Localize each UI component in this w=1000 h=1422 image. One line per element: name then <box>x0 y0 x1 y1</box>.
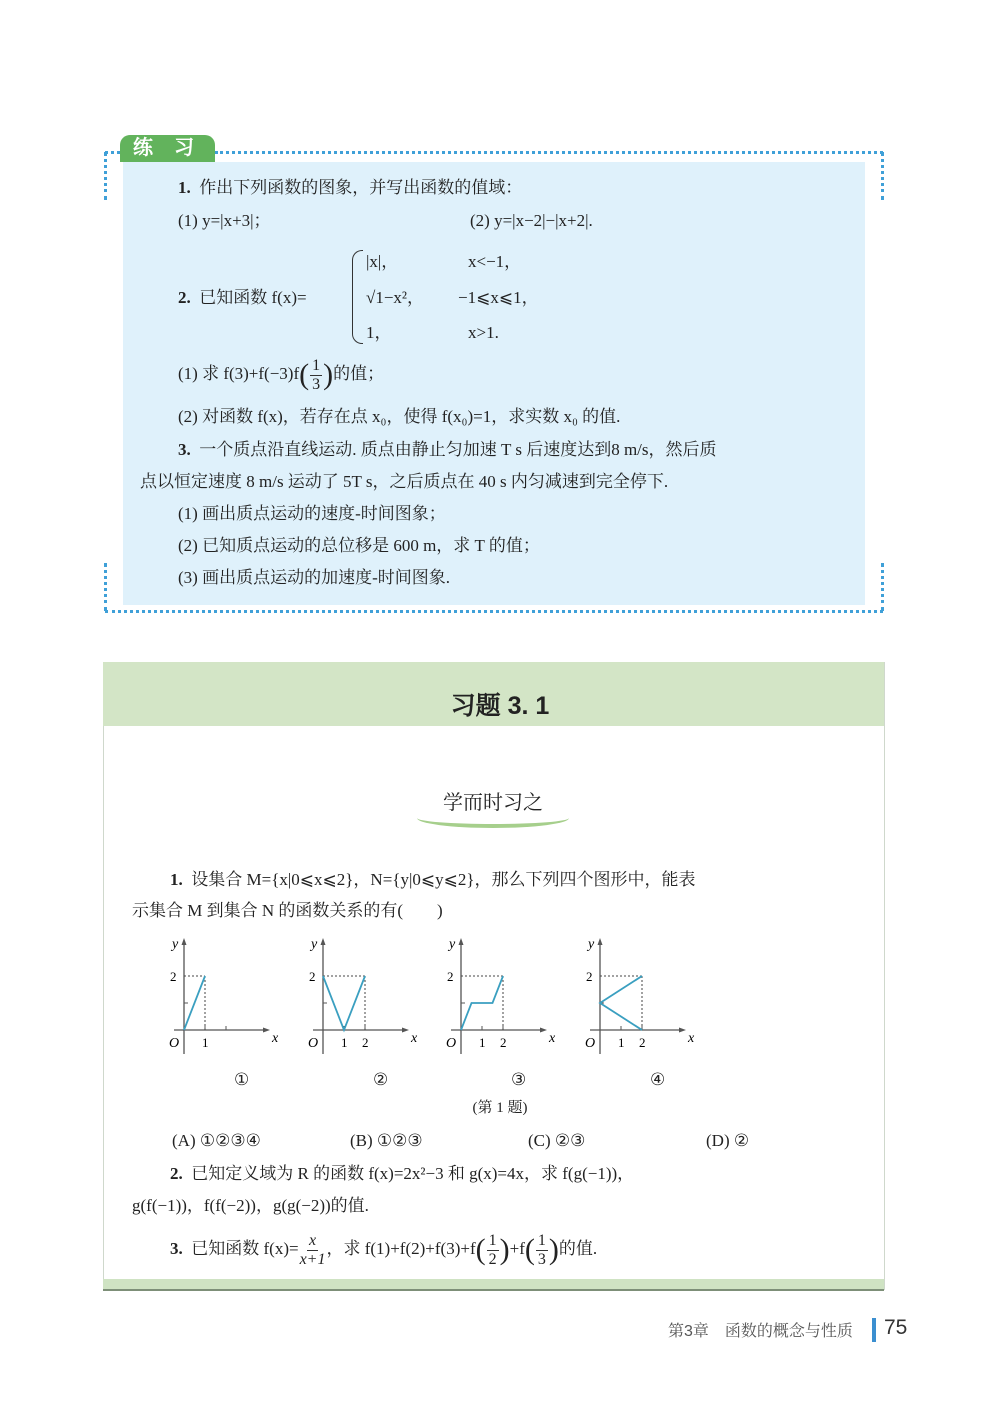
graph-label: ② <box>373 1070 389 1089</box>
origin-label: O <box>446 1036 457 1051</box>
numerator: 1 <box>488 1231 497 1249</box>
y-axis-arrow <box>598 938 603 945</box>
graph-label: ③ <box>511 1070 527 1089</box>
practice-q3-line2: 点以恒定速度 8 m/s 运动了 5T s，之后质点在 40 s 内匀减速到完全停下. <box>140 472 669 491</box>
practice-border-left-bottom <box>104 563 107 611</box>
q-number: 2. <box>178 288 191 307</box>
x-axis-arrow <box>679 1028 686 1033</box>
piecewise-brace <box>352 250 363 344</box>
y-tick-label: 2 <box>447 969 454 984</box>
x-axis-label: x <box>688 1031 695 1046</box>
graph-2 <box>293 936 433 1054</box>
origin-label: O <box>169 1036 180 1051</box>
y-axis-label: y <box>172 937 179 952</box>
page-number: 75 <box>884 1316 908 1339</box>
practice-border-right-top <box>881 152 884 200</box>
graph-1 <box>154 936 294 1054</box>
case-cond: x>1. <box>468 323 499 342</box>
practice-border-left-top <box>104 152 107 200</box>
x-axis-arrow <box>402 1028 409 1033</box>
option-a: (A) ①②③④ <box>172 1131 261 1150</box>
text-segment: (1) 求 f(3)+f(−3)f <box>178 364 300 383</box>
denominator: 3 <box>312 375 321 393</box>
x-axis-label: x <box>549 1031 556 1046</box>
practice-q1 <box>178 177 522 199</box>
practice-q2-sub2: (2) 对函数 f(x)，若存在点 x₀，使得 f(x₀)=1，求实数 x₀ 的值. <box>178 407 621 426</box>
q-number: 3. <box>170 1239 183 1258</box>
y-tick-label: 2 <box>170 969 177 984</box>
denominator: x+1 <box>299 1250 326 1268</box>
graph-4 <box>570 936 710 1054</box>
x-tick-label: 1 <box>479 1035 486 1050</box>
exercise-q2-line2: g(f(−1))，f(f(−2))，g(g(−2))的值. <box>132 1196 369 1215</box>
case-cond: −1⩽x⩽1， <box>458 288 539 307</box>
function-line <box>461 976 503 1030</box>
q-text: 作出下列函数的图象，并写出函数的值域： <box>199 178 523 197</box>
practice-q1-sub2: (2) y=|x−2|−|x+2|. <box>470 211 593 230</box>
practice-q3-line1 <box>178 439 717 461</box>
x-tick-label: 1 <box>202 1035 209 1050</box>
x-axis-label: x <box>411 1031 418 1046</box>
numerator: 1 <box>312 356 321 374</box>
case-expr: √1−x²， <box>366 288 425 307</box>
origin-label: O <box>308 1036 319 1051</box>
graph-3 <box>431 936 571 1054</box>
q-number: 2. <box>170 1164 183 1183</box>
text-segment: ，求 f(1)+f(2)+f(3)+f <box>326 1239 476 1258</box>
practice-border-bottom <box>105 610 883 613</box>
chapter-title: 第3章 函数的概念与性质 <box>668 1323 853 1340</box>
practice-q3-sub1: (1) 画出质点运动的速度-时间图象； <box>178 504 446 523</box>
y-axis-arrow <box>321 938 326 945</box>
practice-border-right-bottom <box>881 563 884 611</box>
y-axis-label: y <box>588 937 595 952</box>
practice-q3-sub3: (3) 画出质点运动的加速度-时间图象. <box>178 568 450 587</box>
practice-q3-sub2: (2) 已知质点运动的总位移是 600 m，求 T 的值； <box>178 536 540 555</box>
numerator: 1 <box>537 1231 546 1249</box>
q-text: 一个质点沿直线运动. 质点由静止匀加速 T s 后速度达到8 m/s，然后质 <box>199 440 717 459</box>
y-axis-arrow <box>182 938 187 945</box>
y-axis-label: y <box>449 937 456 952</box>
fraction <box>487 1232 499 1269</box>
x-axis-label: x <box>272 1031 279 1046</box>
x-tick-label: 2 <box>639 1035 646 1050</box>
practice-q2-sub1: (1) 求 f(3)+f(−3)f( $\frac{1}{3}$ )的值； <box>178 356 385 393</box>
function-line <box>323 976 365 1030</box>
q-text: 设集合 M={x|0⩽x⩽2}，N={y|0⩽y⩽2}，那么下列四个图形中，能表 <box>191 870 696 889</box>
q-number: 3. <box>178 440 191 459</box>
denominator: 2 <box>488 1250 497 1268</box>
q-text: 已知定义域为 R 的函数 f(x)=2x²−3 和 g(x)=4x，求 f(g(−1))， <box>191 1164 635 1183</box>
exercise-title: 习题 3. 1 <box>450 692 550 720</box>
y-tick-label: 2 <box>309 969 316 984</box>
practice-tab: 练 习 <box>120 135 215 162</box>
section-badge: 学而时习之 <box>443 792 543 814</box>
denominator: 3 <box>537 1250 546 1268</box>
function-line <box>600 976 642 1030</box>
y-axis-label: y <box>311 937 318 952</box>
x-tick-label: 2 <box>362 1035 369 1050</box>
practice-border-top <box>215 151 883 154</box>
graph-label: ① <box>234 1070 250 1089</box>
text-segment: 已知函数 f(x)= <box>191 1239 299 1258</box>
exercise-footer-bar <box>103 1279 884 1291</box>
q-number: 1. <box>170 870 183 889</box>
case-expr: 1， <box>366 323 392 342</box>
case-expr: |x|， <box>366 252 399 271</box>
graph-label: ④ <box>650 1070 666 1089</box>
option-c: (C) ②③ <box>528 1131 586 1150</box>
exercise-q1-line1 <box>170 869 696 891</box>
exercise-q3: 3. 已知函数 f(x)= $\frac{x}{x+1}$ ，求 f(1)+f(2)+f(3)+f( $\frac{1}{2}$ )+f( $\frac{1}{3}$ )的值. <box>170 1231 598 1268</box>
case-cond: x<−1， <box>468 252 522 271</box>
q-number: 1. <box>178 178 191 197</box>
y-axis-arrow <box>459 938 464 945</box>
x-tick-label: 1 <box>618 1035 625 1050</box>
x-axis-arrow <box>540 1028 547 1033</box>
figure-caption: (第 1 题) <box>472 1100 528 1116</box>
practice-q1-sub1: (1) y=|x+3|； <box>178 211 271 230</box>
practice-border-top-left <box>105 151 120 154</box>
x-axis-arrow <box>263 1028 270 1033</box>
footer-divider <box>872 1318 876 1342</box>
option-d: (D) ② <box>706 1131 750 1150</box>
text-segment: 的值. <box>558 1239 598 1258</box>
exercise-q2-line1 <box>170 1163 634 1185</box>
origin-label: O <box>585 1036 596 1051</box>
y-tick-label: 2 <box>586 969 593 984</box>
x-tick-label: 2 <box>500 1035 507 1050</box>
text-segment: +f <box>509 1239 525 1258</box>
x-tick-label: 1 <box>341 1035 348 1050</box>
exercise-q1-line2: 示集合 M 到集合 N 的函数关系的有( ) <box>132 901 443 920</box>
fraction <box>300 1232 326 1269</box>
q-text: 已知函数 f(x)= <box>199 288 307 307</box>
practice-q2-intro <box>178 287 307 309</box>
numerator: x <box>308 1231 317 1249</box>
fraction <box>536 1232 548 1269</box>
option-b: (B) ①②③ <box>350 1131 423 1150</box>
fraction <box>310 357 322 394</box>
text-segment: 的值； <box>333 364 385 383</box>
